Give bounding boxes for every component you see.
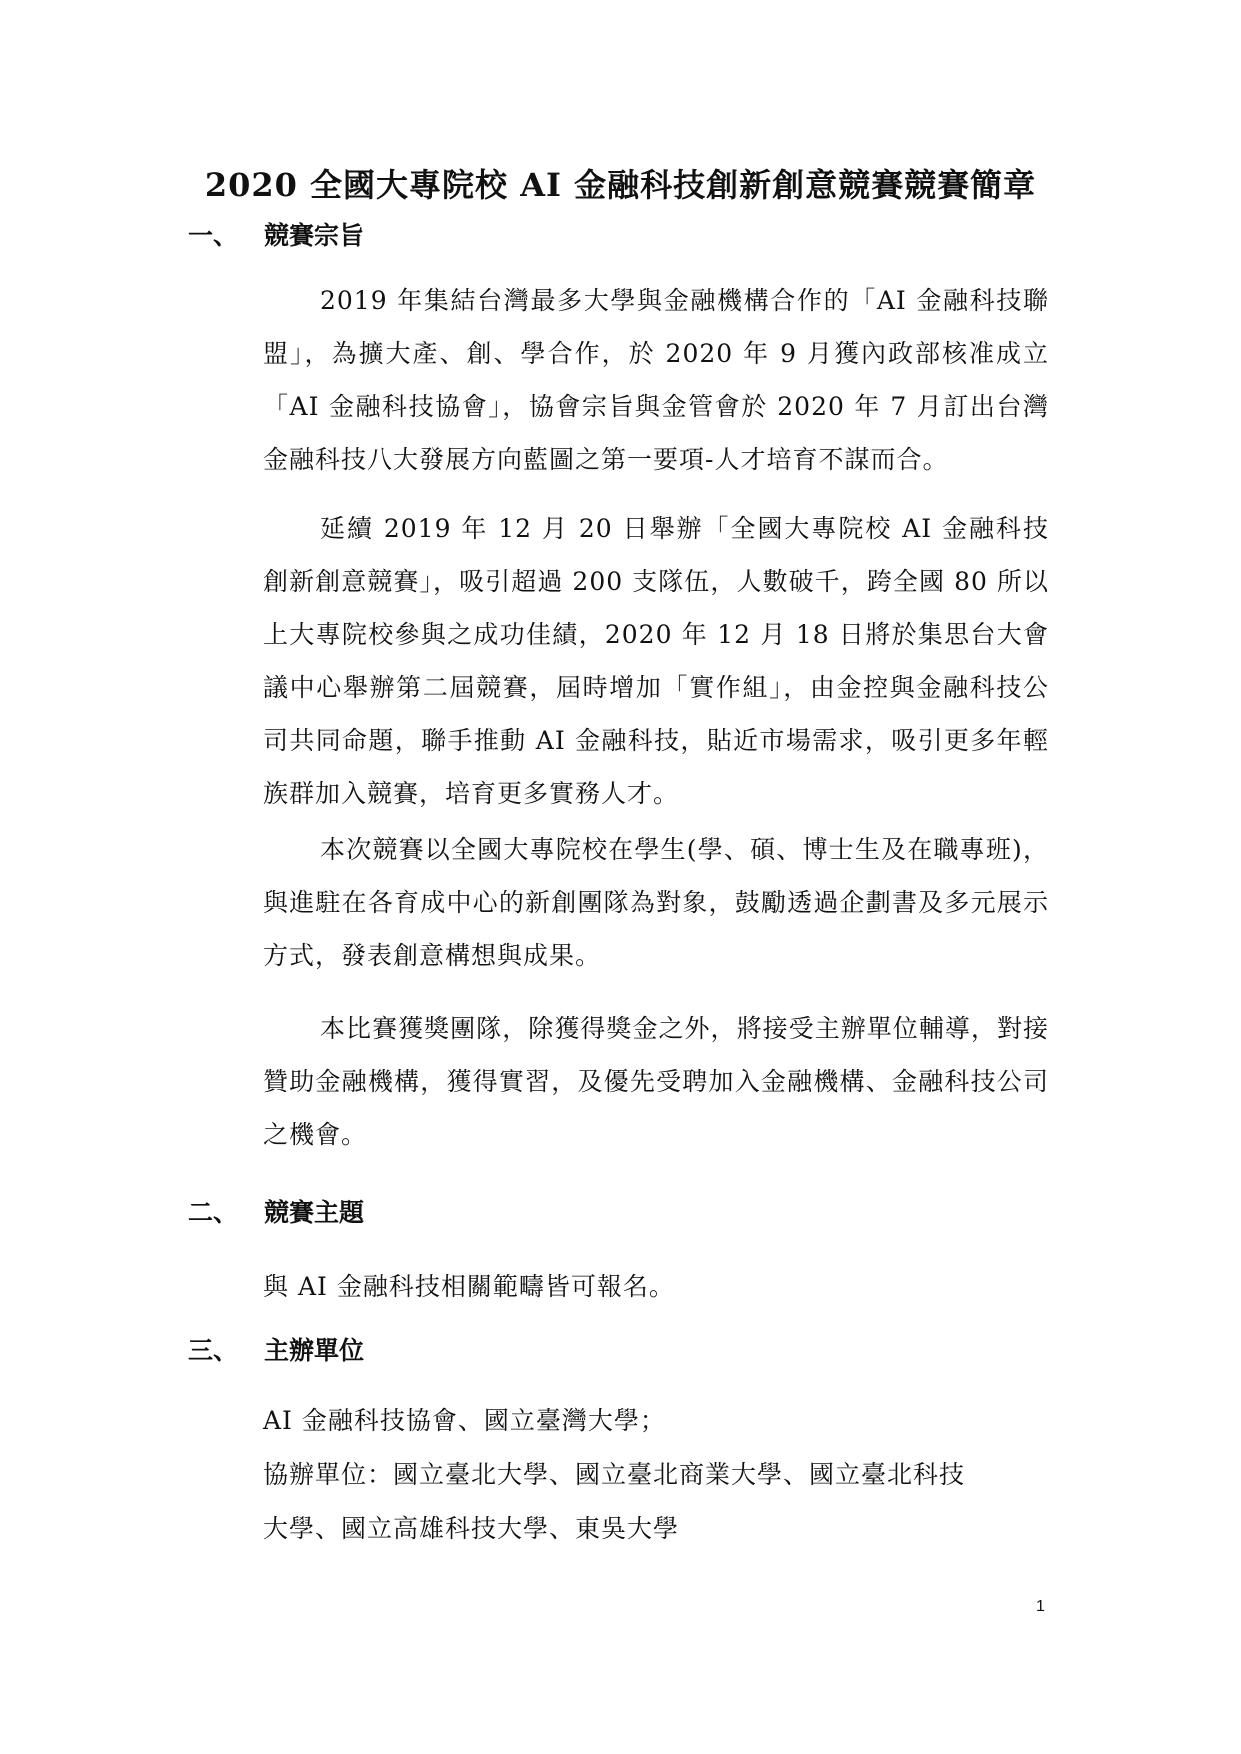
- section-number: 三、: [188, 1336, 239, 1365]
- section-title: 競賽主題: [264, 1198, 365, 1227]
- paragraph-purpose-1: 2019 年集結台灣最多大學與金融機構合作的「AI 金融科技聯盟」，為擴大產、創、學合作，於 2020 年 9 月獲內政部核准成立「AI 金融科技協會」，協會宗旨與金管會於 2020 年 7 月訂出台灣金融科技八大發展方向藍圖之第一要項-人才培育不謀而合。: [263, 286, 1049, 474]
- section-title: 競賽宗旨: [264, 221, 365, 250]
- paragraph-purpose-3: 本次競賽以全國大專院校在學生(學、碩、博士生及在職專班)，與進駐在各育成中心的新創團隊為對象，鼓勵透過企劃書及多元展示方式，發表創意構想與成果。: [263, 835, 1049, 970]
- paragraph-theme: 與 AI 金融科技相關範疇皆可報名。: [263, 1272, 675, 1301]
- section-heading-2: [188, 1195, 364, 1231]
- organizer-line-3: 大學、國立高雄科技大學、東吳大學: [263, 1514, 680, 1543]
- section-heading-3: [188, 1333, 364, 1369]
- document-title: 2020 全國大專院校 AI 金融科技創新創意競賽競賽簡章: [204, 166, 1037, 204]
- section-heading-1: [188, 218, 364, 254]
- page-number: 1: [1036, 1598, 1045, 1615]
- paragraph-purpose-2: 延續 2019 年 12 月 20 日舉辦「全國大專院校 AI 金融科技創新創意競賽」，吸引超過 200 支隊伍，人數破千，跨全國 80 所以上大專院校參與之成功佳績，2020 年 12 月 18 日將於集思台大會議中心舉辦第二屆競賽，屆時增加「實作組」，由金控與金融科技公司共同命題，聯手推動 AI 金融科技，貼近市場需求，吸引更多年輕族群加入競賽，培育更多實務人才。: [263, 514, 1049, 808]
- organizer-line-1: AI 金融科技協會、國立臺灣大學；: [263, 1406, 666, 1435]
- paragraph-purpose-4: 本比賽獲獎團隊，除獲得獎金之外，將接受主辦單位輔導，對接贊助金融機構，獲得實習，及優先受聘加入金融機構、金融科技公司之機會。: [263, 1014, 1049, 1149]
- section-title: 主辦單位: [264, 1336, 365, 1365]
- organizer-line-2: 協辦單位：國立臺北大學、國立臺北商業大學、國立臺北科技: [263, 1460, 966, 1489]
- section-number: 二、: [188, 1198, 239, 1227]
- section-number: 一、: [188, 221, 239, 250]
